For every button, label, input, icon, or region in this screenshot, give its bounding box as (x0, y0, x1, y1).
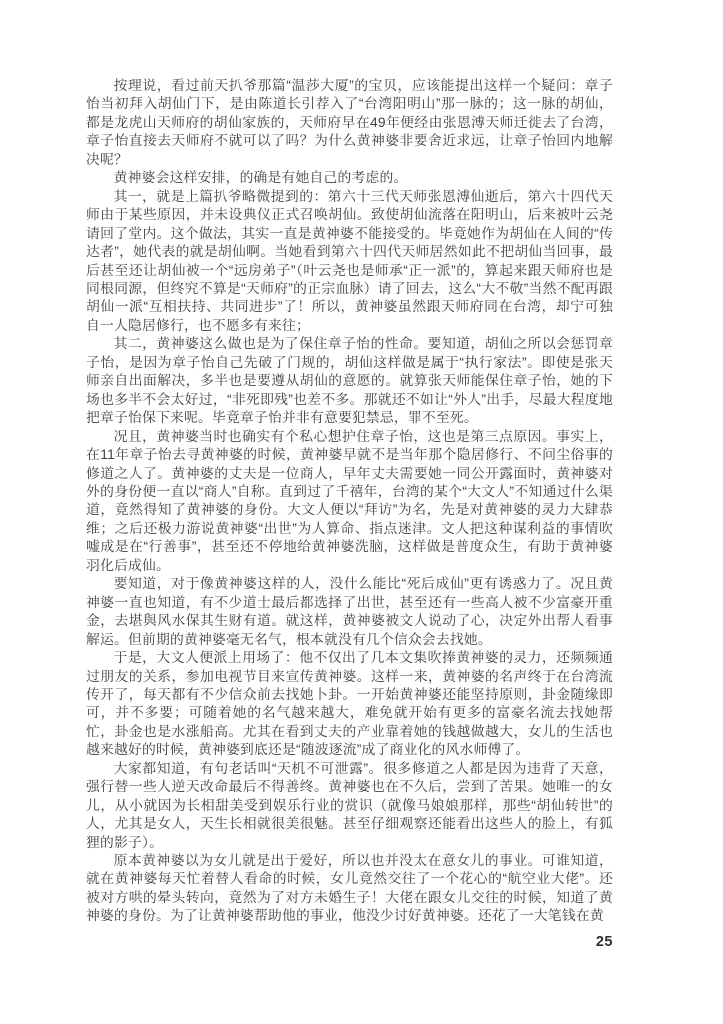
paragraph: 大家都知道，有句老话叫“天机不可泄露”。很多修道之人都是因为违背了天意，强行替一些人逆天改命最后不得善终。黄神婆也在不久后，尝到了苦果。她唯一的女儿，从小就因为长相甜美受到娱乐行业的赏识（就像马娘娘那样，那些“胡仙转世”的人，尤其是女人，天生长相就很美很魅。甚至仔细观察还能看出这些人的脸上，有狐狸的影子）。 (86, 760, 613, 850)
body-text (86, 77, 613, 926)
paragraph: 原本黄神婆以为女儿就是出于爱好，所以也并没太在意女儿的事业。可谁知道，就在黄神婆每天忙着替人看命的时候，女儿竟然交往了一个花心的“航空业大佬”。还被对方哄的晕头转向，竟然为了对方未婚生子！大佬在跟女儿交往的时候，知道了黄神婆的身份。为了让黄神婆帮助他的事业，他没少讨好黄神婆。还花了一大笔钱在黄 (86, 853, 613, 924)
paragraph: 黄神婆会这样安排，的确是有她自己的考虑的。 (113, 170, 408, 186)
paragraph: 于是，大文人便派上用场了：他不仅出了几本文集吹捧黄神婆的灵力，还频频通过朋友的关系，参加电视节目来宣传黄神婆。这样一来，黄神婆的名声终于在台湾流传开了，每天都有不少信众前去找她卜卦。一开始黄神婆还能坚持原则，卦金随缘即可，并不多要；可随着她的名气越来越大，难免就开始有更多的富豪名流去找她帮忙，卦金也是水涨船高。尤其在看到丈夫的产业靠着她的钱越做越大，女儿的生活也越来越好的时候，黄神婆到底还是“随波逐流”成了商业化的风水师傅了。 (86, 650, 613, 758)
page-number: 25 (595, 934, 613, 950)
paragraph: 其一，就是上篇扒爷略微提到的：第六十三代天师张恩溥仙逝后，第六十四代天师由于某些原因，并未设典仪正式召唤胡仙。致使胡仙流落在阳明山，后来被叶云尧请回了堂内。这个做法，其实一直是黄神婆不能接受的。毕竟她作为胡仙在人间的“传达者”，她代表的就是胡仙啊。当她看到第六十四代天师居然如此不把胡仙当回事，最后甚至还让胡仙被一个“远房弟子”（叶云尧也是师承“正一派”的，算起来跟天师府也是同根同源，但终究不算是“天师府”的正宗血脉）请了回去，这么“大不敬”当然不配再跟胡仙一派“互相扶持、共同进步”了！所以，黄神婆虽然跟天师府同在台湾，却宁可独自一人隐居修行，也不愿多有来往； (86, 188, 613, 333)
paragraph: 况且，黄神婆当时也确实有个私心想护住章子怡，这也是第三点原因。事实上，在11年章子怡去寻黄神婆的时候，黄神婆早就不是当年那个隐居修行、不问尘俗事的修道之人了。黄神婆的丈夫是一位商人，早年丈夫需要她一同公开露面时，黄神婆对外的身份便一直以“商人”自称。直到过了千禧年，台湾的某个“大文人”不知通过什么渠道，竟然得知了黄神婆的身份。大文人便以“拜访”为名，先是对黄神婆的灵力大肆恭维；之后还极力游说黄神婆“出世”为人算命、指点迷津。文人把这种谋利益的事情吹嘘成是在“行善事”，甚至还不停地给黄神婆洗脑，这样做是普度众生，有助于黄神婆羽化后成仙。 (86, 428, 613, 573)
paragraph: 其二，黄神婆这么做也是为了保住章子怡的性命。要知道，胡仙之所以会惩罚章子怡，是因为章子怡自己先破了门规的，胡仙这样做是属于“执行家法”。即使是张天师亲自出面解决，多半也是要遵从胡仙的意愿的。就算张天师能保住章子怡，她的下场也多半不会太好过，“非死即残”也差不多。那就还不如让“外人”出手，尽最大程度地把章子怡保下来呢。毕竟章子怡并非有意要犯禁忌，罪不至死。 (86, 336, 613, 426)
paragraph: 要知道，对于像黄神婆这样的人，没什么能比“死后成仙”更有诱惑力了。况且黄神婆一直也知道，有不少道士最后都选择了出世，甚至还有一些高人被不少富豪开重金，去堪與风水保其生财有道。就这样，黄神婆被文人说动了心，决定外出帮人看事解运。但前期的黄神婆毫无名气，根本就没有几个信众会去找她。 (86, 576, 613, 647)
paragraph: 按理说，看过前天扒爷那篇“温莎大厦”的宝贝，应该能提出这样一个疑问：章子怡当初拜入胡仙门下，是由陈道长引荐入了“台湾阳明山”那一脉的；这一脉的胡仙，都是龙虎山天师府的胡仙家族的，天师府早在49年便经由张恩溥天师迁徙去了台湾，章子怡直接去天师府不就可以了吗？为什么黄神婆非要舍近求远，让章子怡回内地解决呢？ (86, 78, 613, 167)
